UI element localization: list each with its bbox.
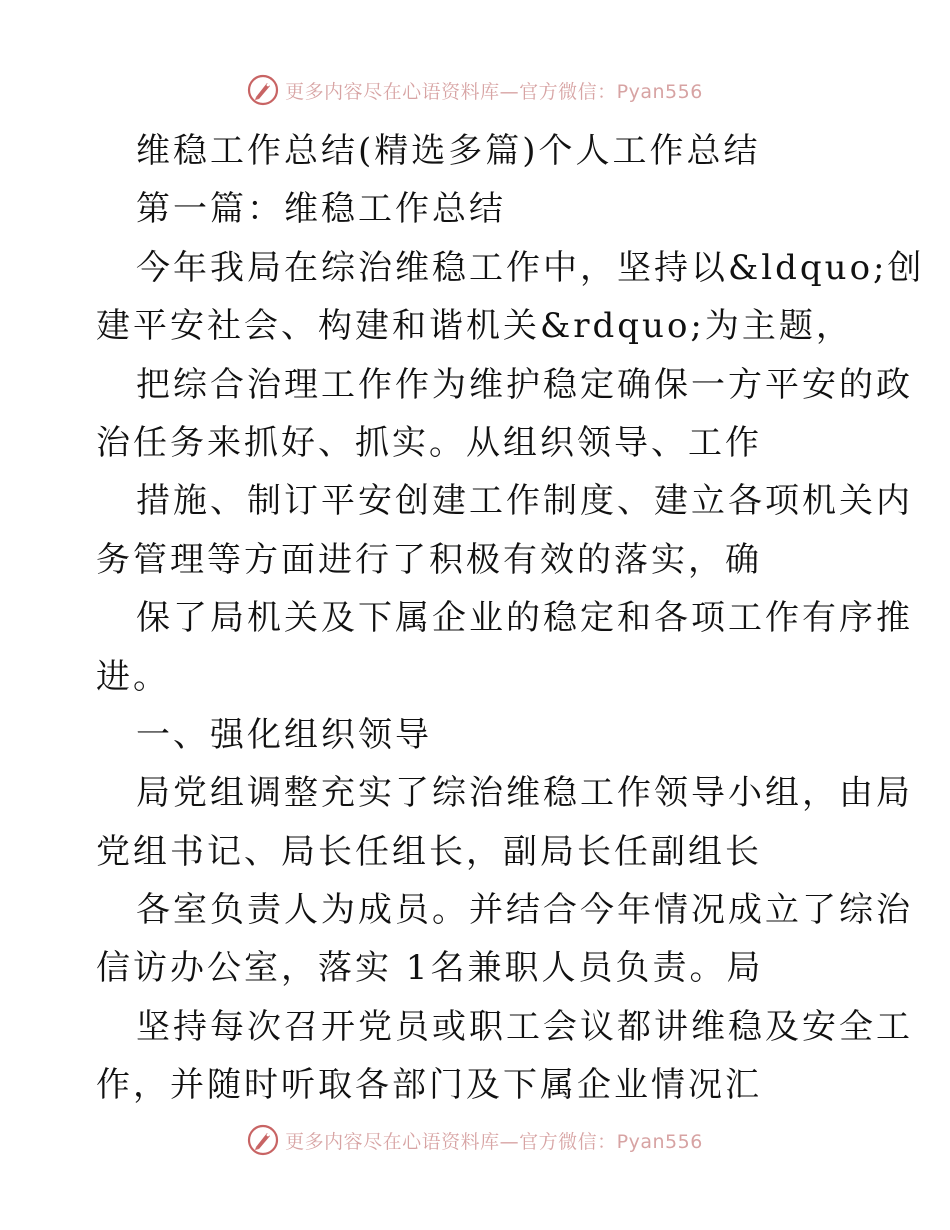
pen-nib-logo-icon xyxy=(247,74,279,106)
header-watermark-text: 更多内容尽在心语资料库—官方微信：Pyan556 xyxy=(285,80,703,103)
text-line: 维稳工作总结(精选多篇)个人工作总结 xyxy=(136,131,761,171)
text-line: 各室负责人为成员。并结合今年情况成立了综治 xyxy=(136,890,913,931)
text-line: 进。 xyxy=(96,656,170,697)
text-line: 治任务来抓好、抓实。从组织领导、工作 xyxy=(96,422,762,463)
text-line: 第一篇：维稳工作总结 xyxy=(136,189,506,230)
document-body xyxy=(96,122,925,1115)
text-line: 措施、制订平安创建工作制度、建立各项机关内 xyxy=(136,481,913,522)
text-line: 坚持每次召开党员或职工会议都讲维稳及安全工 xyxy=(136,1006,913,1047)
text-line: 建平安社会、构建和谐机关&rdquo;为主题， xyxy=(96,306,853,347)
text-line: 把综合治理工作作为维护稳定确保一方平安的政 xyxy=(136,364,913,405)
text-line: 今年我局在综治维稳工作中，坚持以&ldquo;创 xyxy=(136,247,925,288)
pen-nib-logo-icon xyxy=(247,1124,279,1156)
footer-watermark-text: 更多内容尽在心语资料库—官方微信：Pyan556 xyxy=(285,1130,703,1153)
text-line: 一、强化组织领导 xyxy=(136,714,432,755)
text-line: 局党组调整充实了综治维稳工作领导小组，由局 xyxy=(136,773,913,814)
header-watermark xyxy=(0,70,950,110)
text-line: 保了局机关及下属企业的稳定和各项工作有序推 xyxy=(136,598,913,639)
text-line: 信访办公室，落实 1名兼职人员负责。局 xyxy=(96,948,764,989)
text-line: 务管理等方面进行了积极有效的落实，确 xyxy=(96,539,762,580)
text-line: 作，并随时听取各部门及下属企业情况汇 xyxy=(96,1065,762,1106)
footer-watermark xyxy=(0,1120,950,1160)
text-line: 党组书记、局长任组长，副局长任副组长 xyxy=(96,831,762,872)
